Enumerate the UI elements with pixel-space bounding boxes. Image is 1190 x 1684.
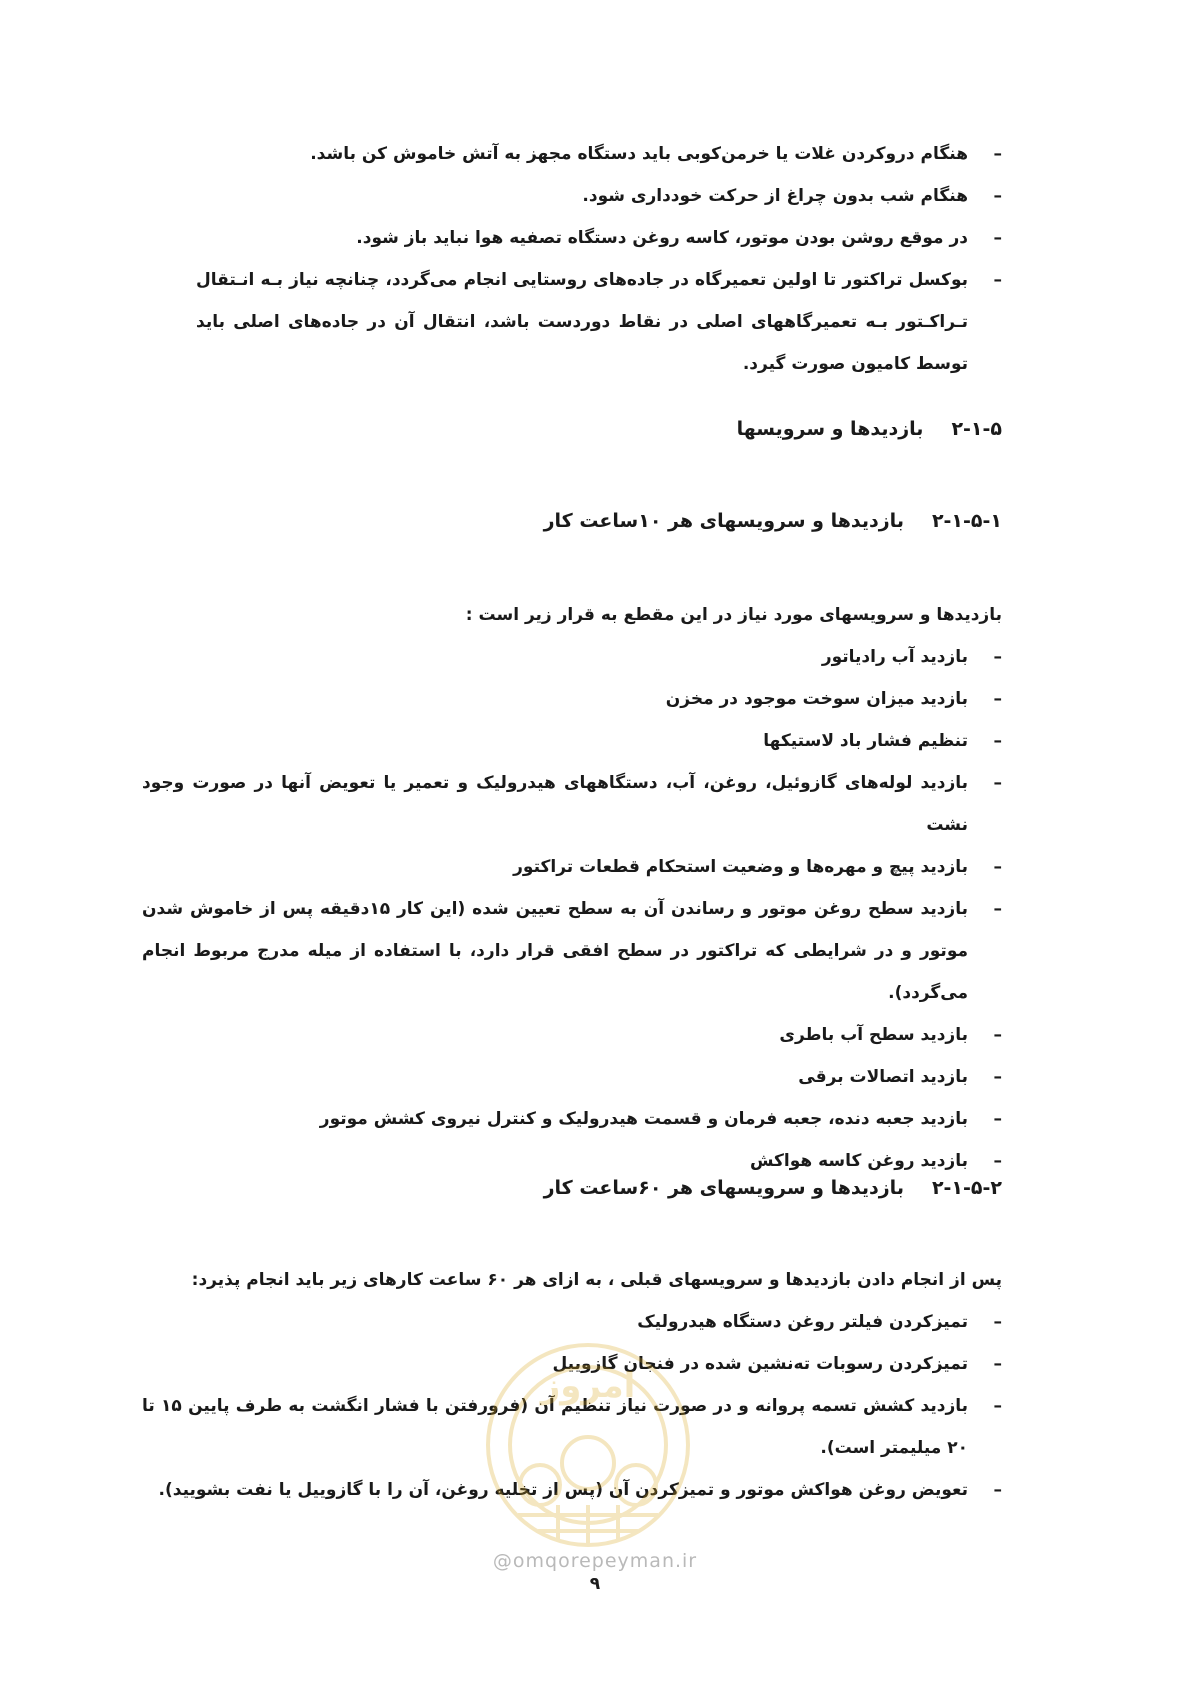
bullet-dash: – bbox=[993, 857, 1002, 877]
bullet-dash: – bbox=[993, 144, 1002, 164]
list-item: – تمیزکردن فیلتر روغن دستگاه هیدرولیک bbox=[142, 1301, 1002, 1343]
subsection-heading bbox=[544, 510, 1002, 532]
bullet-dash: – bbox=[993, 270, 1002, 290]
list-item: – هنگام شب بدون چراغ از حرکت خودداری شود. bbox=[196, 175, 1002, 217]
bullet-dash: – bbox=[993, 228, 1002, 248]
list-item: – بازدید پیچ و مهره‌ها و وضعیت استحکام قطعات تراکتور bbox=[142, 846, 1002, 888]
section-number: ۲-۱-۵-۲ bbox=[931, 1177, 1002, 1199]
list-item: – بازدید کشش تسمه پروانه و در صورت نیاز تنظیم آن (فرورفتن با فشار انگشت به طرف پایین ۱۵ تا ۲۰ میلیمتر است). bbox=[142, 1385, 1002, 1469]
bullet-dash: – bbox=[993, 689, 1002, 709]
bullet-dash: – bbox=[993, 1354, 1002, 1374]
list-item: – بازدید میزان سوخت موجود در مخزن bbox=[142, 678, 1002, 720]
safety-list bbox=[196, 133, 1002, 385]
watermark-logo-icon bbox=[478, 1335, 698, 1555]
section-title: بازدیدها و سرویسهای هر ۶۰ساعت کار bbox=[543, 1177, 904, 1199]
list-item: – هنگام دروکردن غلات یا خرمن‌کوبی باید دستگاه مجهز به آتش خاموش کن باشد. bbox=[196, 133, 1002, 175]
bullet-dash: – bbox=[993, 731, 1002, 751]
list-item: – بازدید اتصالات برقی bbox=[142, 1056, 1002, 1098]
list-item: – بازدید سطح آب باطری bbox=[142, 1014, 1002, 1056]
bullet-dash: – bbox=[993, 899, 1002, 919]
list-item: – بازدید روغن کاسه هواکش bbox=[142, 1140, 1002, 1182]
list-item: – در موقع روشن بودن موتور، کاسه روغن دستگاه تصفیه هوا نباید باز شود. bbox=[196, 217, 1002, 259]
list-item: – بازدید لوله‌های گازوئیل، روغن، آب، دستگاههای هیدرولیک و تعمیر یا تعویض آنها در صورت وجود نشت bbox=[142, 762, 1002, 846]
bullet-dash: – bbox=[993, 1312, 1002, 1332]
bullet-dash: – bbox=[993, 1480, 1002, 1500]
bullet-dash: – bbox=[993, 647, 1002, 667]
list-item: – تعویض روغن هواکش موتور و تمیزکردن آن (پس از تخلیه روغن، آن را با گازوییل یا نفت بشویید). bbox=[142, 1469, 1002, 1511]
section-heading bbox=[737, 418, 1002, 440]
list-item: – تنظیم فشار باد لاستیکها bbox=[142, 720, 1002, 762]
bullet-dash: – bbox=[993, 1067, 1002, 1087]
bullet-dash: – bbox=[993, 1396, 1002, 1416]
bullet-dash: – bbox=[993, 1025, 1002, 1045]
bullet-dash: – bbox=[993, 1109, 1002, 1129]
list-item: – بوکسل تراکتور تا اولین تعمیرگاه در جاده‌های روستایی انجام می‌گردد، چنانچه نیاز بـه انـتقال تـراکـتور بـه تعمیرگاههای اصلی در نقاط دوردست باشد، انتقال آن در جاده‌های اصلی باید توسط کامیون صورت گیرد. bbox=[196, 259, 1002, 385]
intro-paragraph: پس از انجام دادن بازدیدها و سرویسهای قبلی ، به ازای هر ۶۰ ساعت کارهای زیر باید انجام پذیرد: bbox=[191, 1270, 1002, 1290]
bullet-dash: – bbox=[993, 186, 1002, 206]
list-item: – بازدید جعبه دنده، جعبه فرمان و قسمت هیدرولیک و کنترل نیروی کشش موتور bbox=[142, 1098, 1002, 1140]
section-title: بازدیدها و سرویسها bbox=[736, 418, 924, 440]
watermark-logo-text: امروز bbox=[540, 1366, 636, 1406]
list-item: – بازدید آب رادیاتور bbox=[142, 636, 1002, 678]
section-number: ۲-۱-۵ bbox=[951, 418, 1002, 440]
page-number: ۹ bbox=[589, 1574, 601, 1594]
bullet-dash: – bbox=[993, 1151, 1002, 1171]
list-item: – بازدید سطح روغن موتور و رساندن آن به سطح تعیین شده (این کار ۱۵دقیقه پس از خاموش شدن موتور و در شرایطی که تراکتور در سطح افقی قرار دارد، با استفاده از میله مدرج مربوط انجام می‌گردد). bbox=[142, 888, 1002, 1014]
list-item: – تمیزکردن رسوبات تەنشین شده در فنجان گازوییل bbox=[142, 1343, 1002, 1385]
bullet-dash: – bbox=[993, 773, 1002, 793]
watermark-url: @omqorepeyman.ir bbox=[492, 1550, 698, 1572]
section-title: بازدیدها و سرویسهای هر ۱۰ساعت کار bbox=[543, 510, 904, 532]
service-10h-list bbox=[142, 594, 1002, 1182]
subsection-heading bbox=[544, 1177, 1002, 1199]
intro-paragraph: بازدیدها و سرویسهای مورد نیاز در این مقطع به قرار زیر است : bbox=[465, 605, 1002, 625]
section-number: ۲-۱-۵-۱ bbox=[931, 510, 1002, 532]
